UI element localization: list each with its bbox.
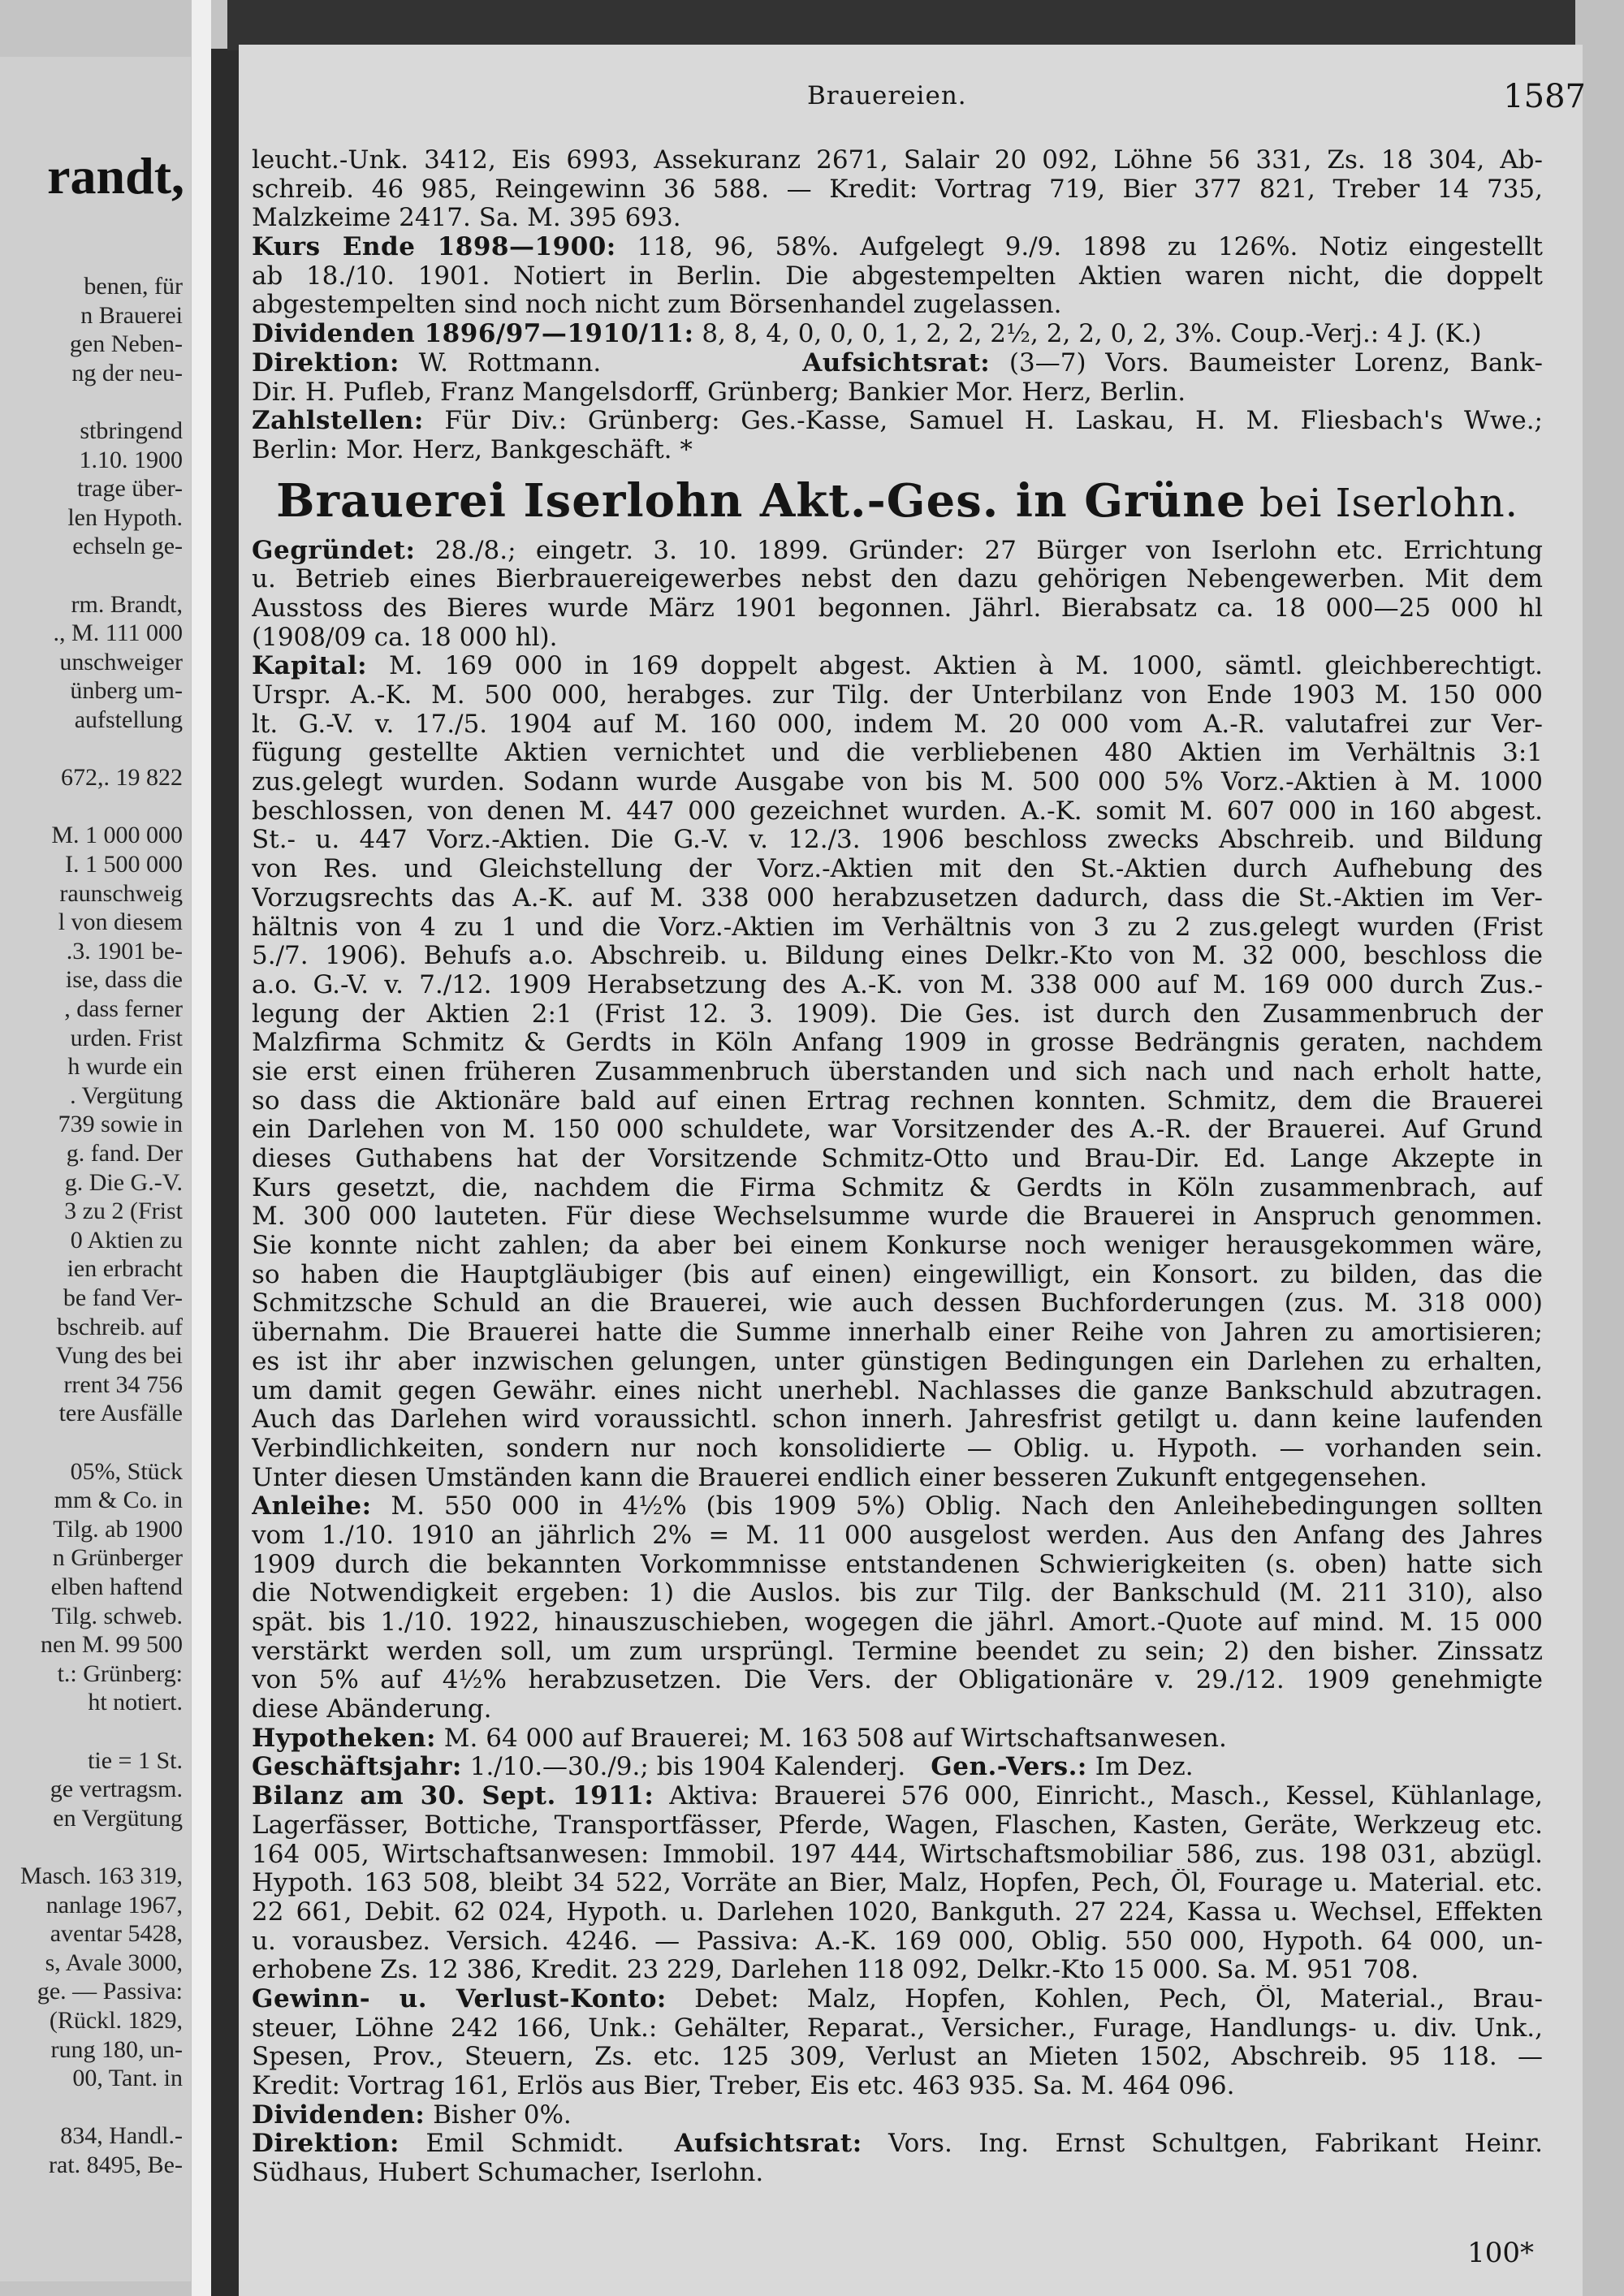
left-page-line: echseln ge- (72, 533, 183, 560)
left-page-line: stbringend (80, 417, 183, 444)
top-continuation (252, 146, 1543, 233)
text-line (252, 537, 1543, 566)
kurs-text: 118, 96, 58%. Aufgelegt 9./9. 1898 zu 126%. Notiz eingestellt (615, 233, 1543, 262)
text-line: 22 661, Debit. 62 024, Hypoth. u. Darlehen 1020, Bankguth. 27 224, Kassa u. Wechsel, Effekten (252, 1897, 1543, 1927)
signature-mark: 100* (1467, 2237, 1534, 2269)
left-page-line: unschweiger (59, 648, 183, 675)
direktion2-text: Emil Schmidt. (399, 2130, 624, 2159)
text-line: Malzkeime 2417. Sa. M. 395 693. (252, 204, 681, 233)
anleihe-text: M. 550 000 in 4½% (bis 1909 5%) Oblig. Nach den Anleihebedingungen sollten (371, 1492, 1543, 1521)
left-page-line: t.: Grünberg: (57, 1659, 183, 1687)
dividenden2-section (252, 2101, 1543, 2130)
kurs-label: Kurs Ende 1898—1900: (252, 233, 616, 262)
zahlstellen-label: Zahlstellen: (252, 407, 424, 436)
left-page-line: h wurde ein (67, 1053, 183, 1081)
gegruendet-section (252, 537, 1543, 653)
text-line: lt. G.-V. v. 17./5. 1904 auf M. 160 000, indem M. 20 000 vom A.-R. valutafrei zur Ver- (252, 710, 1543, 739)
left-page-line: g. Die G.-V. (64, 1168, 183, 1196)
text-line: Malzfirma Schmitz & Gerdts in Köln Anfang 1909 in grosse Bedrängnis geraten, nachdem (252, 1029, 1543, 1058)
left-page-line: 0 Aktien zu (70, 1226, 183, 1254)
aufsichtsrat-text: (3—7) Vors. Baumeister Lorenz, Bank- (990, 348, 1543, 378)
left-page-line: ng der neu- (71, 359, 183, 386)
right-scan-edge (1575, 0, 1624, 2296)
text-line: Vorzugsrechts das A.-K. auf M. 338 000 herabzusetzen dadurch, dass die St.-Aktien im Ver- (252, 883, 1543, 913)
bilanz-text: Aktiva: Brauerei 576 000, Einricht., Masch., Kessel, Kühlanlage, (654, 1782, 1543, 1811)
text-line: legung der Aktien 2:1 (Frist 12. 3. 1909). Die Ges. ist durch den Zusammenbruch der (252, 999, 1543, 1029)
left-page-line: 00, Tant. in (72, 2065, 183, 2092)
text-line: spät. bis 1./10. 1922, hinauszuschieben, wogegen die jährl. Amort.-Quote auf mind. M. 15 000 (252, 1608, 1543, 1637)
left-page-line: 739 sowie in (58, 1111, 183, 1138)
dividenden2-label: Dividenden: (252, 2100, 425, 2130)
text-line: es ist ihr aber inzwischen gelungen, unter günstigen Bedingungen ein Darlehen zu erhalten, (252, 1347, 1543, 1376)
dividenden-text: 8, 8, 4, 0, 0, 0, 1, 2, 2, 2½, 2, 2, 0, 2, 3%. Coup.-Verj.: 4 J. (K.) (693, 320, 1482, 349)
left-page-line: ht notiert. (88, 1689, 183, 1716)
left-page-line: len Hypoth. (67, 503, 183, 531)
left-page-line: trage über- (76, 475, 183, 503)
text-line: M. 300 000 lauteten. Für diese Wechselsumme wurde die Brauerei in Anspruch genommen. (252, 1202, 1543, 1232)
gegruendet-text: 28./8.; eingetr. 3. 10. 1899. Gründer: 27 Bürger von Iserlohn etc. Errichtung (415, 536, 1543, 565)
left-page-line: ge. — Passiva: (37, 1978, 183, 2005)
left-page-line: .3. 1901 be- (66, 937, 183, 965)
aufsichtsrat-label: Aufsichtsrat: (802, 348, 991, 378)
left-page-line: ., M. 111 000 (53, 619, 183, 647)
text-line: Kurs gesetzt, die, nachdem die Firma Schmitz & Gerdts in Köln zusammenbrach, auf (252, 1173, 1543, 1202)
text-line: 164 005, Wirtschaftsanwesen: Immobil. 197 444, Wirtschaftsmobiliar 586, zus. 198 031, abzügl. (252, 1840, 1543, 1869)
text-line: verstärkt werden soll, um zum ursprüngl. Termine beendet zu sein; 2) den bisher. Zinssatz (252, 1637, 1543, 1666)
text-line: fügung gestellte Aktien vernichtet und die verbliebenen 480 Aktien im Verhältnis 3:1 (252, 739, 1543, 768)
text-line: abgestempelten sind noch nicht zum Börsenhandel zugelassen. (252, 291, 1062, 320)
direktion-label: Direktion: (252, 348, 400, 378)
text-line: beschlossen, von denen M. 447 000 gezeichnet wurden. A.-K. somit M. 607 000 in 160 abgest. (252, 796, 1543, 826)
zahlstellen-text: Für Div.: Grünberg: Ges.-Kasse, Samuel H. Laskau, H. M. Fliesbach's Wwe.; (423, 407, 1543, 436)
text-line: 5./7. 1906). Behufs a.o. Abschreib. u. Bildung eines Delkr.-Kto von M. 32 000, beschloss die (252, 942, 1543, 971)
kapital-text: M. 169 000 in 169 doppelt abgest. Aktien à M. 1000, sämtl. gleichberechtigt. (367, 652, 1543, 681)
left-page-line: I. 1 500 000 (65, 851, 183, 878)
left-page-line: rm. Brandt, (71, 590, 183, 618)
anleihe-label: Anleihe: (252, 1492, 372, 1521)
text-line: Spesen, Prov., Steuern, Zs. etc. 125 309, Verlust an Mieten 1502, Abschreib. 95 118. — (252, 2043, 1543, 2072)
gutter (192, 0, 211, 2296)
left-page-line: g. fand. Der (66, 1140, 183, 1167)
left-page-line: rrent 34 756 (63, 1370, 183, 1398)
left-page-line: urden. Frist (70, 1024, 183, 1051)
text-line: von 5% auf 4½% herabzusetzen. Die Vers. der Obligationäre v. 29./12. 1909 genehmigte (252, 1666, 1543, 1695)
left-page-line: ien erbracht (67, 1255, 183, 1283)
text-line: Kredit: Vortrag 161, Erlös aus Bier, Treber, Eis etc. 463 935. Sa. M. 464 096. (252, 2072, 1235, 2100)
text-line: a.o. G.-V. v. 7./12. 1909 Herabsetzung des A.-K. von M. 338 000 auf M. 169 000 durch Zus.- (252, 970, 1543, 999)
page-header (239, 78, 1586, 122)
left-page-line: bschreib. auf (57, 1313, 183, 1340)
hypotheken-text: M. 64 000 auf Brauerei; M. 163 508 auf Wirtschaftsanwesen. (435, 1724, 1227, 1753)
text-line: u. Betrieb eines Bierbrauereigewerbes nebst den dazu gehörigen Nebengewerben. Mit dem (252, 565, 1543, 594)
left-page-line: elben haftend (50, 1573, 183, 1600)
left-page-line: mm & Co. in (54, 1487, 183, 1514)
left-page-line: Masch. 163 319, (20, 1862, 183, 1889)
text-line (252, 1492, 1543, 1521)
left-page-line: Vung des bei (55, 1342, 183, 1370)
left-page-line: (Rückl. 1829, (49, 2007, 183, 2034)
top-scan-edge (227, 0, 1624, 50)
direktion-section (252, 349, 1543, 407)
left-page-line: nen M. 99 500 (41, 1631, 183, 1659)
company-heading (252, 465, 1543, 537)
company-name: Brauerei Iserlohn Akt.-Ges. in Grüne (276, 473, 1246, 528)
page-number: 1587 (1503, 78, 1586, 115)
geschaeftsjahr-text: 1./10.—30./9.; bis 1904 Kalenderj. (461, 1753, 906, 1782)
text-line: steuer, Löhne 242 166, Unk.: Gehälter, Reparat., Versicher., Furage, Handlungs- u. div. Unk., (252, 2013, 1543, 2043)
text-line: leucht.-Unk. 3412, Eis 6993, Assekuranz 2671, Salair 20 092, Löhne 56 331, Zs. 18 304, Ab- (252, 146, 1543, 175)
left-page-line: Tilg. ab 1900 (53, 1515, 183, 1543)
left-page-line: tere Ausfälle (58, 1400, 183, 1427)
text-line: Urspr. A.-K. M. 500 000, herabges. zur Tilg. der Unterbilanz von Ende 1903 M. 150 000 (252, 681, 1543, 710)
text-line: sie erst einen früheren Zusammenbruch überstanden und sich nach und nach erholt hatte, (252, 1057, 1543, 1086)
left-page-line: tie = 1 St. (88, 1746, 183, 1774)
text-line (252, 1782, 1543, 1811)
left-page-line: 3 zu 2 (Frist (64, 1198, 183, 1225)
text-line: diese Abänderung. (252, 1695, 492, 1724)
text-line: Auch das Darlehen wird voraussichtl. schon innerh. Jahresfrist getilgt u. dann keine laufenden (252, 1405, 1543, 1435)
hypotheken-section (252, 1724, 1543, 1754)
text-line (252, 1985, 1543, 2014)
left-page-line: M. 1 000 000 (51, 822, 183, 849)
document-body (252, 146, 1543, 2188)
gewinn-section (252, 1985, 1543, 2101)
left-page-line: 05%, Stück (70, 1457, 183, 1485)
text-line: die Notwendigkeit ergeben: 1) die Auslos. bis zur Tilg. der Bankschuld (M. 211 310), also (252, 1579, 1543, 1608)
text-line: von Res. und Gleichstellung der Vorz.-Aktien mit den St.-Aktien durch Aufhebung des (252, 855, 1543, 884)
gewinn-text: Debet: Malz, Hopfen, Kohlen, Pech, Öl, Material., Brau- (666, 1984, 1543, 2013)
text-line: vom 1./10. 1910 an jährlich 2% = M. 11 000 ausgelost werden. Aus den Anfang des Jahres (252, 1521, 1543, 1550)
left-page-line: rung 180, un- (50, 2035, 183, 2063)
left-page-line: 1.10. 1900 (79, 446, 183, 473)
left-page-line: aventar 5428, (50, 1920, 183, 1948)
gen-vers-text: Im Dez. (1086, 1753, 1194, 1782)
text-line: erhobene Zs. 12 386, Kredit. 23 229, Darlehen 118 092, Delkr.-Kto 15 000. Sa. M. 951 708. (252, 1956, 1419, 1985)
direktion-text: W. Rottmann. (399, 348, 602, 378)
text-line (252, 233, 1543, 262)
aufsichtsrat-continuation: Dir. H. Pufleb, Franz Mangelsdorff, Grünberg; Bankier Mor. Herz, Berlin. (252, 378, 1186, 407)
anleihe-section (252, 1492, 1543, 1724)
bilanz-label: Bilanz am 30. Sept. 1911: (252, 1782, 654, 1811)
text-line: Lagerfässer, Bottiche, Transportfässer, Pferde, Wagen, Flaschen, Kasten, Geräte, Werkzeug etc. (252, 1810, 1543, 1840)
left-page-line: ge vertragsm. (50, 1776, 183, 1803)
text-line: u. vorausbez. Versich. 4246. — Passiva: A.-K. 169 000, Oblig. 550 000, Hypoth. 64 000, un- (252, 1927, 1543, 1956)
text-line: Ausstoss des Bieres wurde März 1901 begonnen. Jährl. Bierabsatz ca. 18 000—25 000 hl (252, 593, 1543, 623)
text-line: so haben die Hauptgläubiger (bis auf einen) eingewilligt, ein Konsort. zu bilden, das die (252, 1260, 1543, 1289)
kurs-section (252, 233, 1543, 320)
left-page-line: Tilg. schweb. (51, 1602, 183, 1629)
text-line (252, 652, 1543, 681)
text-line: ab 18./10. 1901. Notiert in Berlin. Die abgestempelten Aktien waren nicht, die doppelt (252, 261, 1543, 291)
kapital-section (252, 652, 1543, 1492)
dividenden2-text: Bisher 0%. (425, 2100, 572, 2130)
geschaeftsjahr-label: Geschäftsjahr: (252, 1753, 462, 1782)
text-line: Schmitzsche Schuld an die Brauerei, wie auch dessen Buchforderungen (zus. M. 318 000) (252, 1289, 1543, 1318)
text-line: schreib. 46 985, Reingewinn 36 588. — Kredit: Vortrag 719, Bier 377 821, Treber 14 735, (252, 175, 1543, 204)
left-page-line: 672,. 19 822 (61, 764, 183, 792)
direktion2-section (252, 2130, 1543, 2187)
left-page-title-fragment: randt, (47, 147, 184, 205)
text-line: um damit gegen Gewähr. eines nicht unerhebl. Nachlasses die ganze Bankschuld abzutragen. (252, 1376, 1543, 1405)
aufsichtsrat2-label: Aufsichtsrat: (674, 2130, 862, 2159)
left-page-line: nanlage 1967, (45, 1891, 183, 1918)
text-line: so dass die Aktionäre bald auf einen Ertrag rechnen konnten. Schmitz, dem die Brauerei (252, 1086, 1543, 1116)
binding-shadow (211, 49, 239, 2296)
left-page-line: 834, Handl.- (60, 2122, 183, 2150)
gewinn-label: Gewinn- u. Verlust-Konto: (252, 1984, 667, 2013)
left-page-line: s, Avale 3000, (45, 1949, 183, 1976)
left-page-line: benen, für (84, 273, 183, 300)
text-line: 1909 durch die bekannten Vorkommnisse entstandenen Schwierigkeiten (s. oben) hatte sich (252, 1550, 1543, 1579)
direktion2-label: Direktion: (252, 2130, 400, 2159)
left-page-line: . Vergütung (70, 1081, 183, 1109)
left-page-line: be fand Ver- (63, 1284, 183, 1311)
running-head: Brauereien. (807, 81, 967, 110)
gen-vers-label: Gen.-Vers.: (931, 1753, 1087, 1782)
kapital-label: Kapital: (252, 652, 368, 681)
left-page-line: n Brauerei (80, 301, 183, 329)
left-page-line: ise, dass die (65, 966, 183, 994)
left-page-line: ünberg um- (70, 677, 183, 705)
left-page-line: n Grünberger (52, 1544, 183, 1572)
bilanz-section (252, 1782, 1543, 1985)
document-page (239, 45, 1586, 2296)
left-page-line: en Vergütung (53, 1804, 183, 1832)
geschaeftsjahr-section (252, 1753, 1543, 1782)
aufsichtsrat2-text: Vors. Ing. Ernst Schultgen, Fabrikant Heinr. (862, 2130, 1543, 2159)
text-line: hältnis von 4 zu 1 und die Vorz.-Aktien im Verhältnis von 3 zu 2 zus.gelegt wurden (Frist (252, 913, 1543, 942)
text-line: Hypoth. 163 508, bleibt 34 522, Vorräte an Bier, Malz, Hopfen, Pech, Öl, Fourage u. Material. etc. (252, 1869, 1543, 1898)
left-page-line: gen Neben- (69, 330, 183, 358)
left-page-line: aufstellung (74, 706, 183, 733)
left-page-line: raunschweig (59, 879, 183, 907)
dividenden-section (252, 320, 1543, 349)
left-page-line: , dass ferner (64, 995, 183, 1022)
text-line: St.- u. 447 Vorz.-Aktien. Die G.-V. v. 12./3. 1906 beschloss zwecks Abschreib. und Bildung (252, 826, 1543, 855)
text-line: (1908/09 ca. 18 000 hl). (252, 623, 558, 652)
left-page-fragment (0, 57, 191, 2281)
aufsichtsrat2-continuation: Südhaus, Hubert Schumacher, Iserlohn. (252, 2159, 764, 2188)
text-line: übernahm. Die Brauerei hatte die Summe innerhalb einer Reihe von Jahren zu amortisieren; (252, 1318, 1543, 1348)
text-line: zus.gelegt wurden. Sodann wurde Ausgabe von bis M. 500 000 5% Vorz.-Aktien à M. 1000 (252, 768, 1543, 797)
company-location: bei Iserlohn. (1246, 480, 1518, 526)
gegruendet-label: Gegründet: (252, 536, 416, 565)
text-line: Sie konnte nicht zahlen; da aber bei einem Konkurse noch weniger herausgekommen wäre, (252, 1232, 1543, 1261)
dividenden-label: Dividenden 1896/97—1910/11: (252, 320, 694, 349)
left-page-line: rat. 8495, Be- (49, 2151, 183, 2178)
zahlstellen-section (252, 407, 1543, 464)
text-line: Verbindlichkeiten, sondern nur noch konsolidierte — Oblig. u. Hypoth. — vorhanden sein. (252, 1434, 1543, 1463)
zahlstellen-continuation: Berlin: Mor. Herz, Bankgeschäft. * (252, 435, 693, 464)
hypotheken-label: Hypotheken: (252, 1724, 436, 1753)
text-line: dieses Guthabens hat der Vorsitzende Schmitz-Otto und Brau-Dir. Ed. Lange Akzepte in (252, 1145, 1543, 1173)
text-line: ein Darlehen von M. 150 000 schuldete, war Vorsitzender des A.-R. der Brauerei. Auf Grund (252, 1116, 1543, 1145)
text-line: Unter diesen Umständen kann die Brauerei endlich einer besseren Zukunft entgegensehen. (252, 1463, 1427, 1492)
left-page-line: l von diesem (58, 908, 183, 936)
